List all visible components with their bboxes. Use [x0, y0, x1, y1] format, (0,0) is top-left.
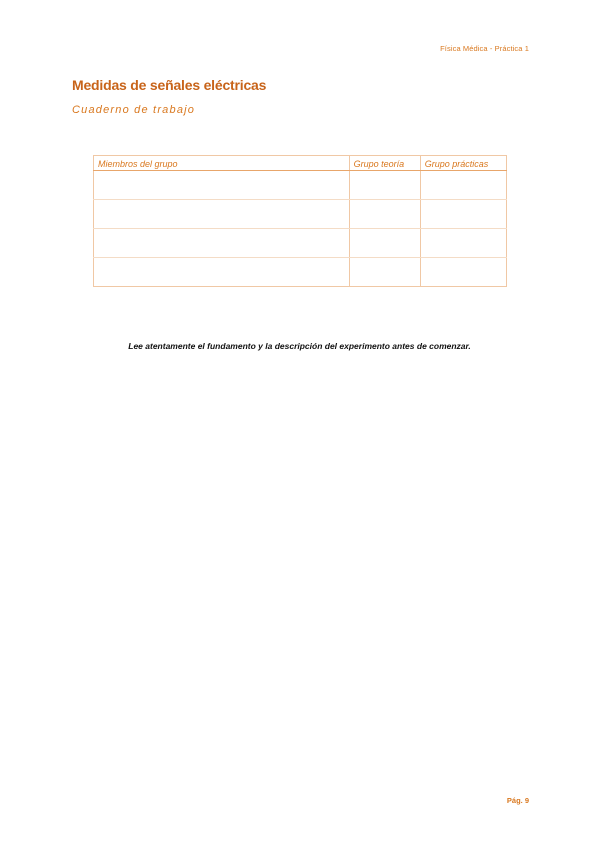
page-title: Medidas de señales eléctricas [72, 77, 267, 93]
table-row [94, 258, 507, 287]
column-header-theory-group: Grupo teoría [349, 156, 420, 171]
practice-group-cell[interactable] [420, 171, 506, 200]
member-name-cell[interactable] [94, 258, 350, 287]
theory-group-cell[interactable] [349, 171, 420, 200]
practice-group-cell[interactable] [420, 258, 506, 287]
member-name-cell[interactable] [94, 171, 350, 200]
member-name-cell[interactable] [94, 229, 350, 258]
practice-group-cell[interactable] [420, 229, 506, 258]
group-members-table [93, 155, 507, 287]
table-row [94, 229, 507, 258]
theory-group-cell[interactable] [349, 229, 420, 258]
running-header: Física Médica - Práctica 1 [440, 44, 529, 53]
theory-group-cell[interactable] [349, 258, 420, 287]
practice-group-cell[interactable] [420, 200, 506, 229]
column-header-practice-group: Grupo prácticas [420, 156, 506, 171]
theory-group-cell[interactable] [349, 200, 420, 229]
page-subtitle: Cuaderno de trabajo [72, 104, 196, 116]
member-name-cell[interactable] [94, 200, 350, 229]
page-number: Pág. 9 [506, 796, 529, 805]
table-row [94, 171, 507, 200]
instruction-text: Lee atentamente el fundamento y la descripción del experimento antes de comenzar. [128, 341, 471, 351]
column-header-members: Miembros del grupo [94, 156, 350, 171]
table-row [94, 200, 507, 229]
table-header-row [94, 156, 507, 171]
